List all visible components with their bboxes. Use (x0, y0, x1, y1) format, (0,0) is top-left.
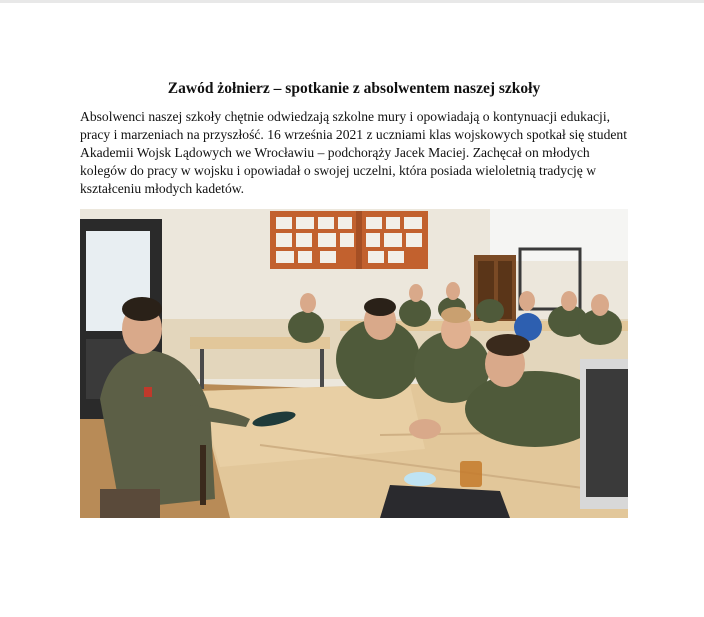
article-title: Zawód żołnierz – spotkanie z absolwentem naszej szkoły (167, 80, 541, 97)
top-bar (0, 0, 704, 3)
classroom-photo (80, 209, 628, 518)
article-paragraph: Absolwenci naszej szkoły chętnie odwiedzają szkolne mury i opowiadają o kontynuacji edukacji, pracy i marzeniach na przyszłość. 16 września 2021 z uczniami klas wojskowych spotkał się student Akademii Wojsk Lądowych we Wrocławiu – podchorąży Jacek Maciej. Zachęcał on młodych kolegów do pracy w wojsku i opowiadał o swojej uczelni, która posiada wieloletnią tradycję w kształceniu młodych kadetów. (80, 109, 627, 196)
